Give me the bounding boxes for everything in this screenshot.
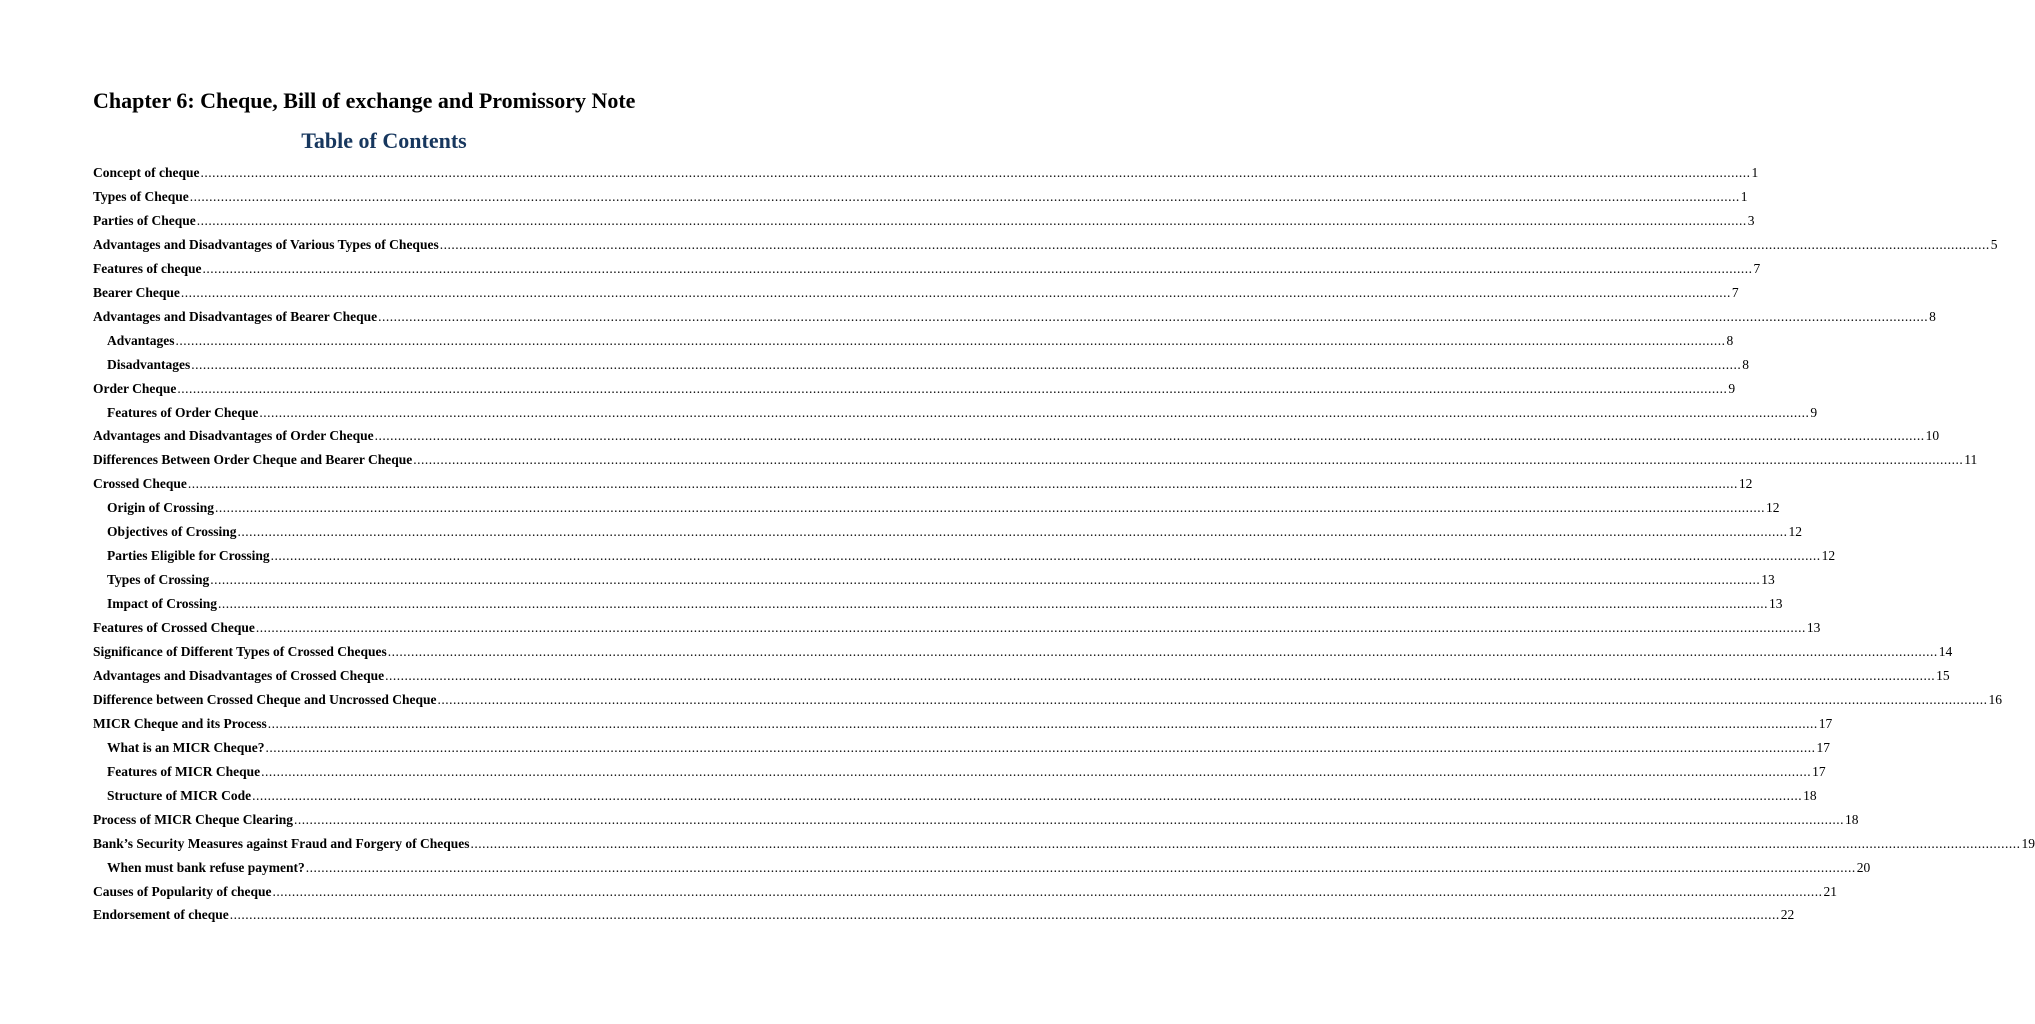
dot-leader: ................................................................................................................................................................................................................................................................................................................................................................................................................ bbox=[175, 333, 1726, 348]
dot-leader: ................................................................................................................................................................................................................................................................................................................................................................................................................ bbox=[261, 764, 1812, 779]
toc-page-number: 1 bbox=[1740, 189, 1748, 204]
dot-leader: ................................................................................................................................................................................................................................................................................................................................................................................................................ bbox=[252, 788, 1803, 803]
toc-entry-title: Advantages and Disadvantages of Bearer Cheque bbox=[93, 309, 378, 324]
toc-entry-title: Crossed Cheque bbox=[93, 476, 187, 491]
toc-entry[interactable] bbox=[93, 642, 1953, 662]
dot-leader: ................................................................................................................................................................................................................................................................................................................................................................................................................ bbox=[374, 428, 1925, 443]
dot-leader: ................................................................................................................................................................................................................................................................................................................................................................................................................ bbox=[259, 405, 1810, 420]
toc-entry-title: Impact of Crossing bbox=[107, 596, 218, 611]
toc-entry[interactable] bbox=[93, 235, 1998, 255]
toc-entry-title: Bank’s Security Measures against Fraud and Forgery of Cheques bbox=[93, 836, 470, 851]
toc-entry-title: Features of Crossed Cheque bbox=[93, 620, 255, 635]
dot-leader: ................................................................................................................................................................................................................................................................................................................................................................................................................ bbox=[378, 309, 1929, 324]
toc-entry-title: Order Cheque bbox=[93, 381, 177, 396]
toc-entry[interactable] bbox=[93, 163, 1759, 183]
toc-entry-title: Advantages and Disadvantages of Order Cheque bbox=[93, 428, 374, 443]
toc-subentry[interactable] bbox=[107, 498, 1780, 518]
toc-entry-title: Difference between Crossed Cheque and Uncrossed Cheque bbox=[93, 692, 437, 707]
toc-subentry[interactable] bbox=[107, 570, 1775, 590]
toc-page-number: 17 bbox=[1818, 716, 1833, 731]
toc-entry-title: Objectives of Crossing bbox=[107, 524, 237, 539]
toc-entry[interactable] bbox=[93, 211, 1755, 231]
toc-entry-title: Features of MICR Cheque bbox=[107, 764, 261, 779]
dot-leader: ................................................................................................................................................................................................................................................................................................................................................................................................................ bbox=[215, 500, 1766, 515]
toc-entry-title: Disadvantages bbox=[107, 357, 191, 372]
toc-entry[interactable] bbox=[93, 474, 1753, 494]
toc-page-number: 8 bbox=[1929, 309, 1936, 324]
toc-entry[interactable] bbox=[93, 283, 1739, 303]
toc-page-number: 16 bbox=[1988, 692, 2002, 707]
toc-entry-title: MICR Cheque and its Process bbox=[93, 716, 267, 731]
dot-leader: ................................................................................................................................................................................................................................................................................................................................................................................................................ bbox=[229, 907, 1780, 922]
toc-subentry[interactable] bbox=[107, 546, 1836, 566]
toc-page-number: 9 bbox=[1810, 405, 1818, 420]
toc-page-number: 5 bbox=[1990, 237, 1998, 252]
toc-entry[interactable] bbox=[93, 810, 1859, 830]
toc-entry-title: Bearer Cheque bbox=[93, 285, 180, 300]
toc-page-number: 17 bbox=[1812, 764, 1826, 779]
toc-subentry[interactable] bbox=[107, 355, 1750, 375]
toc-entry-title: Process of MICR Cheque Clearing bbox=[93, 812, 293, 827]
dot-leader: ................................................................................................................................................................................................................................................................................................................................................................................................................ bbox=[187, 476, 1738, 491]
dot-leader: ................................................................................................................................................................................................................................................................................................................................................................................................................ bbox=[413, 452, 1964, 467]
toc-page-number: 14 bbox=[1938, 644, 1953, 659]
dot-leader: ................................................................................................................................................................................................................................................................................................................................................................................................................ bbox=[255, 620, 1806, 635]
toc-entry-title: What is an MICR Cheque? bbox=[107, 740, 265, 755]
toc-entry-title: Features of Order Cheque bbox=[107, 405, 259, 420]
dot-leader: ................................................................................................................................................................................................................................................................................................................................................................................................................ bbox=[387, 644, 1938, 659]
toc-entry[interactable] bbox=[93, 618, 1821, 638]
dot-leader: ................................................................................................................................................................................................................................................................................................................................................................................................................ bbox=[180, 285, 1731, 300]
toc-page-number: 7 bbox=[1753, 261, 1761, 276]
toc-page-number: 21 bbox=[1823, 884, 1837, 899]
toc-page-number: 7 bbox=[1731, 285, 1739, 300]
toc-entry[interactable] bbox=[93, 714, 1833, 734]
dot-leader: ................................................................................................................................................................................................................................................................................................................................................................................................................ bbox=[385, 668, 1936, 683]
toc-entry-title: Endorsement of cheque bbox=[93, 907, 229, 922]
toc-subentry[interactable] bbox=[107, 403, 1818, 423]
toc-entry[interactable] bbox=[93, 882, 1837, 902]
dot-leader: ................................................................................................................................................................................................................................................................................................................................................................................................................ bbox=[265, 740, 1816, 755]
toc-page-number: 11 bbox=[1964, 452, 1978, 467]
toc-subentry[interactable] bbox=[107, 738, 1831, 758]
toc-page-number: 18 bbox=[1844, 812, 1859, 827]
toc-subentry[interactable] bbox=[107, 786, 1817, 806]
toc-entry-title: Differences Between Order Cheque and Bearer Cheque bbox=[93, 452, 413, 467]
dot-leader: ................................................................................................................................................................................................................................................................................................................................................................................................................ bbox=[267, 716, 1818, 731]
toc-page-number: 8 bbox=[1726, 333, 1734, 348]
dot-leader: ................................................................................................................................................................................................................................................................................................................................................................................................................ bbox=[191, 357, 1742, 372]
dot-leader: ................................................................................................................................................................................................................................................................................................................................................................................................................ bbox=[305, 860, 1856, 875]
toc-page-number: 12 bbox=[1821, 548, 1836, 563]
toc-entry-title: Significance of Different Types of Crossed Cheques bbox=[93, 644, 387, 659]
toc-entry-title: Parties Eligible for Crossing bbox=[107, 548, 270, 563]
toc-page-number: 13 bbox=[1806, 620, 1821, 635]
toc-entry[interactable] bbox=[93, 690, 2002, 710]
toc-entry[interactable] bbox=[93, 450, 1978, 470]
toc-entry-title: Advantages and Disadvantages of Crossed Cheque bbox=[93, 668, 385, 683]
toc-entry[interactable] bbox=[93, 905, 1795, 925]
toc-subentry[interactable] bbox=[107, 594, 1783, 614]
toc-page-number: 12 bbox=[1766, 500, 1780, 515]
dot-leader: ................................................................................................................................................................................................................................................................................................................................................................................................................ bbox=[200, 165, 1751, 180]
toc-entry[interactable] bbox=[93, 834, 2035, 854]
toc-page-number: 10 bbox=[1925, 428, 1940, 443]
toc-heading: Table of Contents bbox=[301, 128, 467, 153]
toc-page-number: 3 bbox=[1747, 213, 1755, 228]
toc-entry-title: Types of Crossing bbox=[107, 572, 210, 587]
toc-page-number: 18 bbox=[1803, 788, 1817, 803]
dot-leader: ................................................................................................................................................................................................................................................................................................................................................................................................................ bbox=[189, 189, 1740, 204]
toc-page-number: 15 bbox=[1936, 668, 1950, 683]
dot-leader: ................................................................................................................................................................................................................................................................................................................................................................................................................ bbox=[202, 261, 1753, 276]
toc-entry[interactable] bbox=[93, 666, 1950, 686]
dot-leader: ................................................................................................................................................................................................................................................................................................................................................................................................................ bbox=[210, 572, 1761, 587]
toc-subentry[interactable] bbox=[107, 522, 1802, 542]
toc-entry-title: Parties of Cheque bbox=[93, 213, 196, 228]
chapter-title: Chapter 6: Cheque, Bill of exchange and Promissory Note bbox=[93, 88, 636, 113]
toc-entry-title: Structure of MICR Code bbox=[107, 788, 252, 803]
toc-page-number: 17 bbox=[1816, 740, 1831, 755]
toc-page-number: 13 bbox=[1761, 572, 1775, 587]
dot-leader: ................................................................................................................................................................................................................................................................................................................................................................................................................ bbox=[439, 237, 1990, 252]
toc-entry[interactable] bbox=[93, 426, 1940, 446]
dot-leader: ................................................................................................................................................................................................................................................................................................................................................................................................................ bbox=[177, 381, 1728, 396]
toc-page-number: 1 bbox=[1751, 165, 1759, 180]
toc-entry[interactable] bbox=[93, 307, 1936, 327]
toc-entry[interactable] bbox=[93, 187, 1748, 207]
toc-subentry[interactable] bbox=[107, 331, 1734, 351]
dot-leader: ................................................................................................................................................................................................................................................................................................................................................................................................................ bbox=[237, 524, 1788, 539]
dot-leader: ................................................................................................................................................................................................................................................................................................................................................................................................................ bbox=[470, 836, 2021, 851]
toc-page-number: 19 bbox=[2021, 836, 2035, 851]
toc-entry-title: Types of Cheque bbox=[93, 189, 189, 204]
dot-leader: ................................................................................................................................................................................................................................................................................................................................................................................................................ bbox=[196, 213, 1747, 228]
dot-leader: ................................................................................................................................................................................................................................................................................................................................................................................................................ bbox=[270, 548, 1821, 563]
toc-page-number: 13 bbox=[1769, 596, 1783, 611]
toc-entry-title: When must bank refuse payment? bbox=[107, 860, 305, 875]
dot-leader: ................................................................................................................................................................................................................................................................................................................................................................................................................ bbox=[437, 692, 1988, 707]
toc-entry[interactable] bbox=[93, 379, 1736, 399]
toc-subentry[interactable] bbox=[107, 762, 1826, 782]
toc-page-number: 12 bbox=[1738, 476, 1753, 491]
toc-page-number: 9 bbox=[1728, 381, 1736, 396]
toc-entry-title: Features of cheque bbox=[93, 261, 202, 276]
dot-leader: ................................................................................................................................................................................................................................................................................................................................................................................................................ bbox=[293, 812, 1844, 827]
toc-entry-title: Origin of Crossing bbox=[107, 500, 215, 515]
dot-leader: ................................................................................................................................................................................................................................................................................................................................................................................................................ bbox=[218, 596, 1769, 611]
toc-entry-title: Advantages and Disadvantages of Various Types of Cheques bbox=[93, 237, 439, 252]
toc-subentry[interactable] bbox=[107, 858, 1871, 878]
toc-entry-title: Concept of cheque bbox=[93, 165, 200, 180]
toc-page-number: 20 bbox=[1856, 860, 1871, 875]
toc-entry-title: Causes of Popularity of cheque bbox=[93, 884, 272, 899]
toc-entry[interactable] bbox=[93, 259, 1761, 279]
toc-page-number: 22 bbox=[1780, 907, 1795, 922]
toc-page-number: 12 bbox=[1788, 524, 1802, 539]
toc-page-number: 8 bbox=[1742, 357, 1750, 372]
toc-entry-title: Advantages bbox=[107, 333, 175, 348]
dot-leader: ................................................................................................................................................................................................................................................................................................................................................................................................................ bbox=[272, 884, 1823, 899]
